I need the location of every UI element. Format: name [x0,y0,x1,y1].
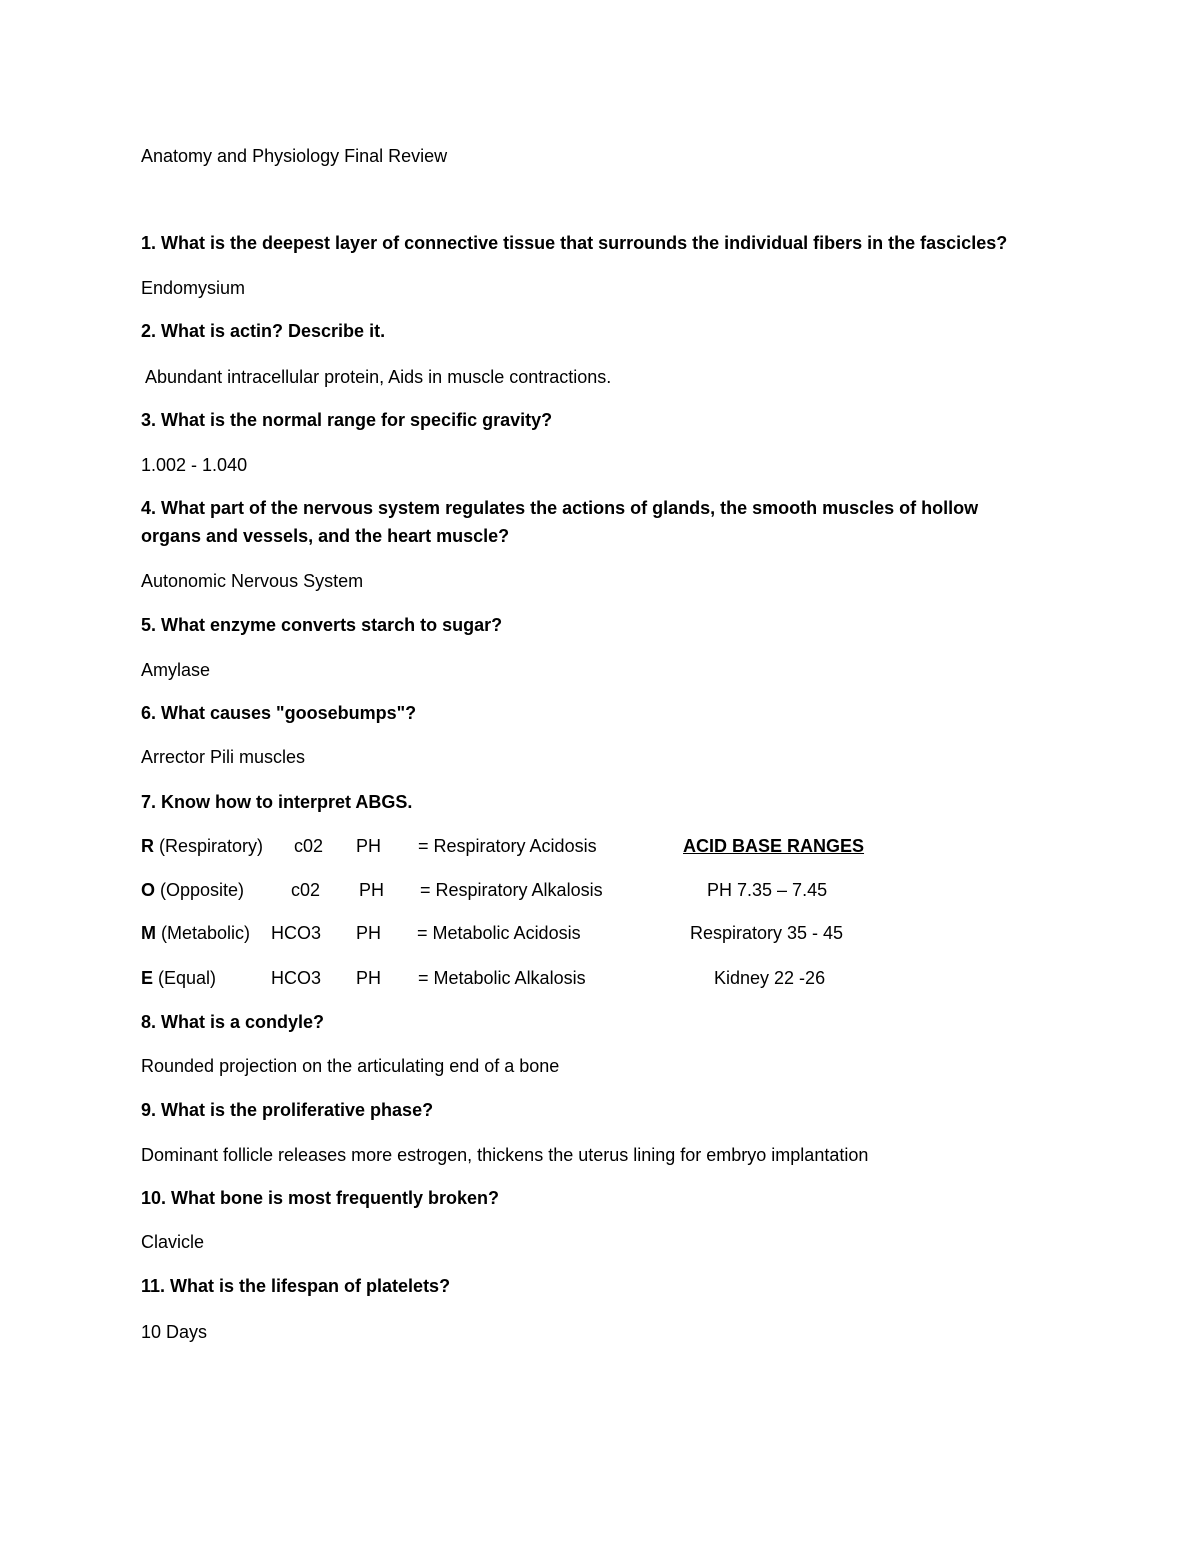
abg-gas: HCO3 [271,923,322,943]
answer-2: Abundant intracellular protein, Aids in muscle contractions. [141,367,612,387]
abg-ph: PH [356,923,382,943]
abg-result: = Respiratory Alkalosis [420,880,603,900]
abg-gas: HCO3 [271,968,322,988]
question-7: 7. Know how to interpret ABGS. [141,792,413,812]
question-6: 6. What causes "goosebumps"? [141,703,417,723]
abg-letter: O [141,880,156,900]
abg-word: (Respiratory) [154,836,264,856]
question-3: 3. What is the normal range for specific gravity? [141,410,553,430]
answer-6: Arrector Pili muscles [141,747,306,767]
abg-ph: PH [356,968,382,988]
abg-word: (Equal) [153,968,217,988]
abg-gas: c02 [294,836,324,856]
answer-10: Clavicle [141,1232,205,1252]
question-9: 9. What is the proliferative phase? [141,1100,434,1120]
abg-row-m-label [141,922,250,944]
answer-8: Rounded projection on the articulating end of a bone [141,1056,560,1076]
abg-result: = Respiratory Acidosis [418,836,597,856]
abg-ph: PH [356,836,382,856]
range-respiratory: Respiratory 35 - 45 [690,923,844,943]
question-1: 1. What is the deepest layer of connective tissue that surrounds the individual fibers in the fascicles? [141,233,1008,253]
document-title: Anatomy and Physiology Final Review [141,146,448,166]
answer-9: Dominant follicle releases more estrogen, thickens the uterus lining for embryo implantation [141,1145,869,1165]
answer-11: 10 Days [141,1322,208,1342]
abg-row-r-label [141,835,263,857]
question-5: 5. What enzyme converts starch to sugar? [141,615,503,635]
acid-base-ranges-header: ACID BASE RANGES [683,836,865,856]
abg-letter: R [141,836,154,856]
question-8: 8. What is a condyle? [141,1012,325,1032]
range-kidney: Kidney 22 -26 [714,968,826,988]
answer-5: Amylase [141,660,211,680]
abg-ph: PH [359,880,385,900]
abg-row-e-label [141,967,216,989]
answer-4: Autonomic Nervous System [141,571,364,591]
abg-letter: M [141,923,156,943]
question-4-line-1: 4. What part of the nervous system regulates the actions of glands, the smooth muscles of hollow [141,498,979,518]
abg-gas: c02 [291,880,321,900]
answer-1: Endomysium [141,278,246,298]
range-ph: PH 7.35 – 7.45 [707,880,828,900]
abg-result: = Metabolic Alkalosis [418,968,586,988]
abg-word: (Metabolic) [156,923,251,943]
abg-result: = Metabolic Acidosis [417,923,581,943]
question-4-line-2: organs and vessels, and the heart muscle? [141,526,510,546]
question-11: 11. What is the lifespan of platelets? [141,1276,451,1296]
question-2: 2. What is actin? Describe it. [141,321,386,341]
question-10: 10. What bone is most frequently broken? [141,1188,500,1208]
answer-3: 1.002 - 1.040 [141,455,248,475]
abg-word: (Opposite) [155,880,245,900]
abg-row-o-label [141,879,244,901]
abg-letter: E [141,968,154,988]
